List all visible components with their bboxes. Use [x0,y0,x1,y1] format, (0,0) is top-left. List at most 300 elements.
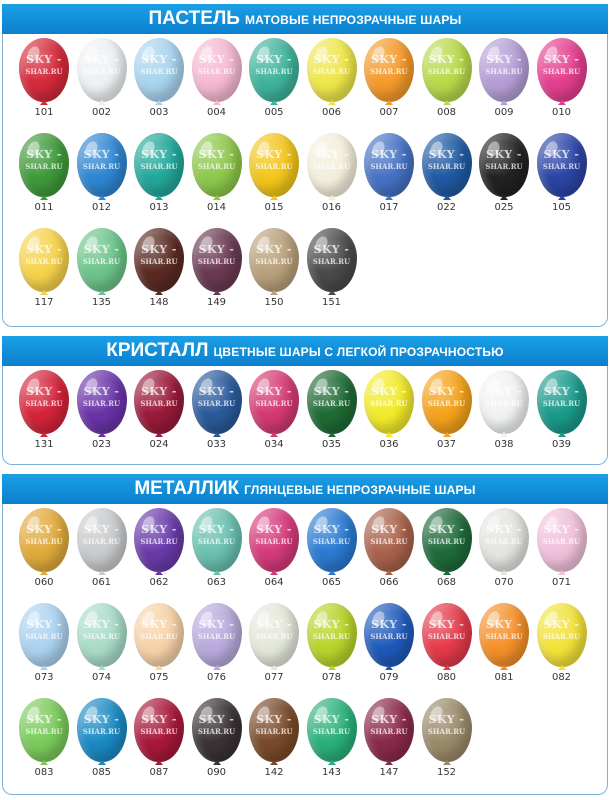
balloon-swatch [422,370,472,434]
watermark-text: SKY - [26,148,62,161]
watermark-domain: SHAR.RU [82,67,121,76]
watermark-text: SKY - [26,385,62,398]
watermark-text: SKY - [256,523,292,536]
watermark-domain: SHAR.RU [25,399,63,408]
watermark-domain: SHAR.RU [255,257,293,266]
balloon-code: 071 [551,577,572,588]
watermark-domain: SHAR.RU [140,67,178,76]
balloon-item [132,370,186,462]
balloon-item [420,133,474,225]
balloon-swatch [77,603,127,667]
watermark-text: SKY - [371,713,407,726]
balloon-code: 038 [494,439,514,450]
watermark-domain: SHAR.RU [255,632,293,641]
balloon-knot [155,100,163,105]
balloon-code: 073 [34,672,54,683]
watermark-text: SKY - [486,618,522,631]
balloon-knot [213,100,221,105]
balloon-swatch [19,133,69,197]
watermark-domain: SHAR.RU [255,162,293,171]
watermark-text: SKY - [486,385,522,398]
balloon-item [362,38,416,130]
balloon-item [305,38,359,130]
balloon-swatch [537,508,587,572]
balloon-swatch [19,603,69,667]
watermark-domain: SHAR.RU [25,162,63,171]
watermark-text: SKY - [428,385,465,398]
watermark-text: SKY - [83,148,120,161]
balloon-item [247,698,301,790]
balloon-item [362,603,416,695]
balloon-knot [270,570,278,575]
watermark-domain: SHAR.RU [25,537,63,546]
balloon-item [247,370,301,462]
watermark-domain: SHAR.RU [542,399,581,408]
balloon-code: 010 [551,107,572,118]
balloon-item [305,133,359,225]
balloon-code: 143 [321,767,342,778]
balloon-code: 068 [436,577,457,588]
watermark-domain: SHAR.RU [140,257,178,266]
balloon-swatch [77,228,127,292]
watermark-domain: SHAR.RU [312,399,351,408]
balloon-item [247,228,301,320]
balloon-code: 142 [264,767,284,778]
watermark-text: SKY - [83,243,120,256]
balloon-knot [443,432,451,437]
balloon-code: 037 [436,439,457,450]
balloon-item [132,133,186,225]
balloon-knot [328,760,336,765]
section-banner [2,336,608,366]
watermark-domain: SHAR.RU [370,727,408,736]
balloon-code: 066 [379,577,399,588]
balloon-code: 063 [206,577,227,588]
balloon-code: 117 [34,297,54,308]
balloon-swatch [192,698,242,762]
balloon-swatch [192,370,242,434]
balloon-knot [385,100,393,105]
balloon-item [247,133,301,225]
watermark-domain: SHAR.RU [25,257,63,266]
balloon-swatch [192,38,242,102]
balloon-item [132,508,186,600]
balloon-knot [270,100,278,105]
balloon-swatch [537,133,587,197]
watermark-domain: SHAR.RU [312,632,351,641]
balloon-swatch [307,133,357,197]
watermark-domain: SHAR.RU [370,67,408,76]
balloon-swatch [479,38,529,102]
watermark-domain: SHAR.RU [427,727,466,736]
watermark-domain: SHAR.RU [370,537,408,546]
balloon-item [75,508,129,600]
balloon-item [477,603,531,695]
balloon-knot [40,432,48,437]
balloon-item [190,38,244,130]
balloon-knot [155,760,163,765]
balloon-knot [558,432,566,437]
balloon-code: 080 [436,672,457,683]
watermark-domain: SHAR.RU [427,537,466,546]
balloon-knot [155,195,163,200]
balloon-item [420,370,474,462]
balloon-swatch [134,698,184,762]
balloon-swatch [249,508,299,572]
watermark-domain: SHAR.RU [82,399,121,408]
watermark-text: SKY - [371,523,407,536]
balloon-swatch [307,228,357,292]
watermark-domain: SHAR.RU [82,257,121,266]
balloon-code: 008 [436,107,457,118]
balloon-swatch [422,38,472,102]
watermark-domain: SHAR.RU [427,67,466,76]
balloon-item [477,508,531,600]
watermark-text: SKY - [256,385,292,398]
balloon-item [132,698,186,790]
balloon-code: 090 [206,767,227,778]
balloon-swatch [134,370,184,434]
balloon-knot [385,665,393,670]
balloon-code: 036 [379,439,399,450]
balloon-code: 152 [436,767,457,778]
balloon-code: 002 [91,107,112,118]
balloon-knot [385,760,393,765]
balloon-item [535,38,589,130]
balloon-swatch [307,603,357,667]
watermark-domain: SHAR.RU [140,399,178,408]
balloon-item [362,133,416,225]
balloon-knot [213,665,221,670]
balloon-knot [270,290,278,295]
balloon-item [75,38,129,130]
balloon-code: 061 [91,577,112,588]
watermark-text: SKY - [26,523,62,536]
balloon-swatch [364,370,414,434]
watermark-domain: SHAR.RU [485,399,523,408]
balloon-item [535,370,589,462]
balloon-item [420,603,474,695]
watermark-text: SKY - [371,148,407,161]
watermark-domain: SHAR.RU [197,727,236,736]
balloon-item [132,38,186,130]
watermark-domain: SHAR.RU [312,67,351,76]
balloon-item [247,38,301,130]
watermark-domain: SHAR.RU [255,399,293,408]
watermark-text: SKY - [428,523,465,536]
watermark-domain: SHAR.RU [197,67,236,76]
watermark-domain: SHAR.RU [370,632,408,641]
balloon-knot [500,665,508,670]
balloon-knot [98,760,106,765]
watermark-text: SKY - [198,243,235,256]
watermark-text: SKY - [198,618,235,631]
watermark-domain: SHAR.RU [197,399,236,408]
watermark-domain: SHAR.RU [255,727,293,736]
watermark-text: SKY - [141,618,177,631]
watermark-domain: SHAR.RU [312,727,351,736]
watermark-text: SKY - [26,618,62,631]
balloon-knot [385,570,393,575]
balloon-code: 083 [34,767,54,778]
balloon-swatch [364,698,414,762]
balloon-swatch [249,370,299,434]
balloon-code: 025 [494,202,514,213]
watermark-domain: SHAR.RU [25,67,63,76]
balloon-knot [443,570,451,575]
balloon-code: 085 [91,767,112,778]
watermark-text: SKY - [543,618,580,631]
balloon-item [190,370,244,462]
watermark-text: SKY - [313,618,350,631]
watermark-domain: SHAR.RU [427,632,466,641]
balloon-swatch [19,228,69,292]
watermark-text: SKY - [141,148,177,161]
balloon-knot [98,195,106,200]
balloon-code: 076 [206,672,227,683]
balloon-knot [328,290,336,295]
watermark-domain: SHAR.RU [197,537,236,546]
watermark-text: SKY - [26,53,62,66]
balloon-item [477,133,531,225]
watermark-text: SKY - [313,148,350,161]
balloon-knot [328,100,336,105]
balloon-item [17,603,71,695]
balloon-item [190,698,244,790]
balloon-swatch [249,38,299,102]
section-subtitle: ГЛЯНЦЕВЫЕ НЕПРОЗРАЧНЫЕ ШАРЫ [244,483,476,497]
balloon-knot [558,195,566,200]
balloon-item [75,133,129,225]
balloon-code: 016 [321,202,342,213]
watermark-text: SKY - [26,243,62,256]
balloon-knot [385,195,393,200]
balloon-knot [155,665,163,670]
balloon-knot [328,570,336,575]
balloon-knot [500,570,508,575]
balloon-item [190,133,244,225]
balloon-swatch [422,133,472,197]
balloon-knot [155,432,163,437]
balloon-item [362,508,416,600]
balloon-code: 065 [321,577,342,588]
balloon-item [132,603,186,695]
balloon-code: 148 [149,297,169,308]
balloon-swatch [192,508,242,572]
balloon-item [247,508,301,600]
balloon-item [477,370,531,462]
balloon-knot [40,195,48,200]
balloon-swatch [364,133,414,197]
balloon-knot [40,290,48,295]
watermark-domain: SHAR.RU [82,727,121,736]
watermark-domain: SHAR.RU [370,162,408,171]
balloon-knot [443,100,451,105]
balloon-knot [40,760,48,765]
watermark-text: SKY - [256,53,292,66]
balloon-code: 003 [149,107,169,118]
balloon-knot [500,195,508,200]
balloon-swatch [19,508,69,572]
balloon-knot [270,665,278,670]
balloon-knot [328,195,336,200]
balloon-knot [213,195,221,200]
watermark-domain: SHAR.RU [140,727,178,736]
watermark-domain: SHAR.RU [140,632,178,641]
balloon-item [420,508,474,600]
balloon-code: 078 [321,672,342,683]
balloon-code: 060 [34,577,54,588]
balloon-panel [2,504,608,795]
watermark-domain: SHAR.RU [197,257,236,266]
watermark-text: SKY - [313,713,350,726]
balloon-item [17,370,71,462]
balloon-swatch [134,603,184,667]
balloon-knot [213,570,221,575]
section-banner [2,4,608,34]
watermark-text: SKY - [486,148,522,161]
watermark-domain: SHAR.RU [255,537,293,546]
balloon-item [362,370,416,462]
balloon-swatch [422,698,472,762]
watermark-text: SKY - [256,618,292,631]
watermark-text: SKY - [371,53,407,66]
balloon-code: 014 [206,202,227,213]
section-subtitle: ЦВЕТНЫЕ ШАРЫ С ЛЕГКОЙ ПРОЗРАЧНОСТЬЮ [213,345,504,359]
watermark-domain: SHAR.RU [485,162,523,171]
balloon-knot [98,100,106,105]
balloon-code: 023 [91,439,112,450]
watermark-text: SKY - [371,618,407,631]
balloon-code: 150 [264,297,284,308]
balloon-swatch [134,38,184,102]
balloon-swatch [364,508,414,572]
watermark-domain: SHAR.RU [197,632,236,641]
balloon-code: 013 [149,202,169,213]
balloon-swatch [77,698,127,762]
balloon-knot [558,665,566,670]
balloon-knot [328,432,336,437]
balloon-item [362,698,416,790]
balloon-code: 005 [264,107,284,118]
watermark-domain: SHAR.RU [82,162,121,171]
section-title: КРИСТАЛЛ [106,340,209,361]
watermark-domain: SHAR.RU [542,632,581,641]
balloon-knot [443,195,451,200]
balloon-knot [213,290,221,295]
balloon-swatch [479,508,529,572]
balloon-item [75,370,129,462]
balloon-swatch [192,228,242,292]
balloon-item [535,133,589,225]
balloon-knot [40,100,48,105]
section-title: ПАСТЕЛЬ [148,8,240,29]
watermark-text: SKY - [198,148,235,161]
balloon-item [420,698,474,790]
balloon-code: 011 [34,202,54,213]
balloon-code: 079 [379,672,399,683]
balloon-code: 024 [149,439,169,450]
balloon-swatch [249,133,299,197]
balloon-code: 006 [321,107,342,118]
balloon-item [535,603,589,695]
watermark-text: SKY - [83,523,120,536]
balloon-item [17,38,71,130]
balloon-code: 131 [34,439,54,450]
balloon-swatch [537,38,587,102]
watermark-text: SKY - [141,713,177,726]
balloon-code: 151 [321,297,342,308]
watermark-domain: SHAR.RU [370,399,408,408]
watermark-domain: SHAR.RU [25,727,63,736]
balloon-code: 009 [494,107,514,118]
watermark-text: SKY - [486,523,522,536]
balloon-swatch [19,370,69,434]
balloon-swatch [307,38,357,102]
watermark-text: SKY - [313,243,350,256]
balloon-swatch [249,698,299,762]
balloon-code: 039 [551,439,572,450]
balloon-item [17,228,71,320]
watermark-domain: SHAR.RU [427,162,466,171]
balloon-item [190,508,244,600]
section-subtitle: МАТОВЫЕ НЕПРОЗРАЧНЫЕ ШАРЫ [244,13,462,27]
balloon-knot [213,760,221,765]
watermark-domain: SHAR.RU [312,537,351,546]
balloon-knot [558,570,566,575]
watermark-text: SKY - [256,148,292,161]
balloon-item [305,370,359,462]
watermark-text: SKY - [313,385,350,398]
balloon-code: 033 [206,439,227,450]
balloon-swatch [134,508,184,572]
balloon-swatch [307,370,357,434]
watermark-domain: SHAR.RU [542,67,581,76]
balloon-knot [40,570,48,575]
balloon-swatch [192,133,242,197]
watermark-domain: SHAR.RU [140,162,178,171]
balloon-knot [270,760,278,765]
balloon-code: 007 [379,107,399,118]
watermark-domain: SHAR.RU [485,67,523,76]
balloon-code: 012 [91,202,112,213]
balloon-swatch [479,603,529,667]
balloon-item [535,508,589,600]
balloon-knot [40,665,48,670]
watermark-domain: SHAR.RU [312,162,351,171]
balloon-knot [155,570,163,575]
watermark-text: SKY - [543,148,580,161]
balloon-panel [2,366,608,465]
watermark-domain: SHAR.RU [197,162,236,171]
balloon-code: 135 [91,297,112,308]
watermark-text: SKY - [26,713,62,726]
balloon-swatch [249,603,299,667]
watermark-domain: SHAR.RU [140,537,178,546]
balloon-knot [500,100,508,105]
watermark-text: SKY - [141,243,177,256]
balloon-code: 015 [264,202,284,213]
balloon-item [75,603,129,695]
watermark-domain: SHAR.RU [485,632,523,641]
watermark-domain: SHAR.RU [82,537,121,546]
balloon-item [305,698,359,790]
balloon-item [17,133,71,225]
balloon-swatch [192,603,242,667]
watermark-domain: SHAR.RU [25,632,63,641]
balloon-item [247,603,301,695]
balloon-code: 082 [551,672,572,683]
